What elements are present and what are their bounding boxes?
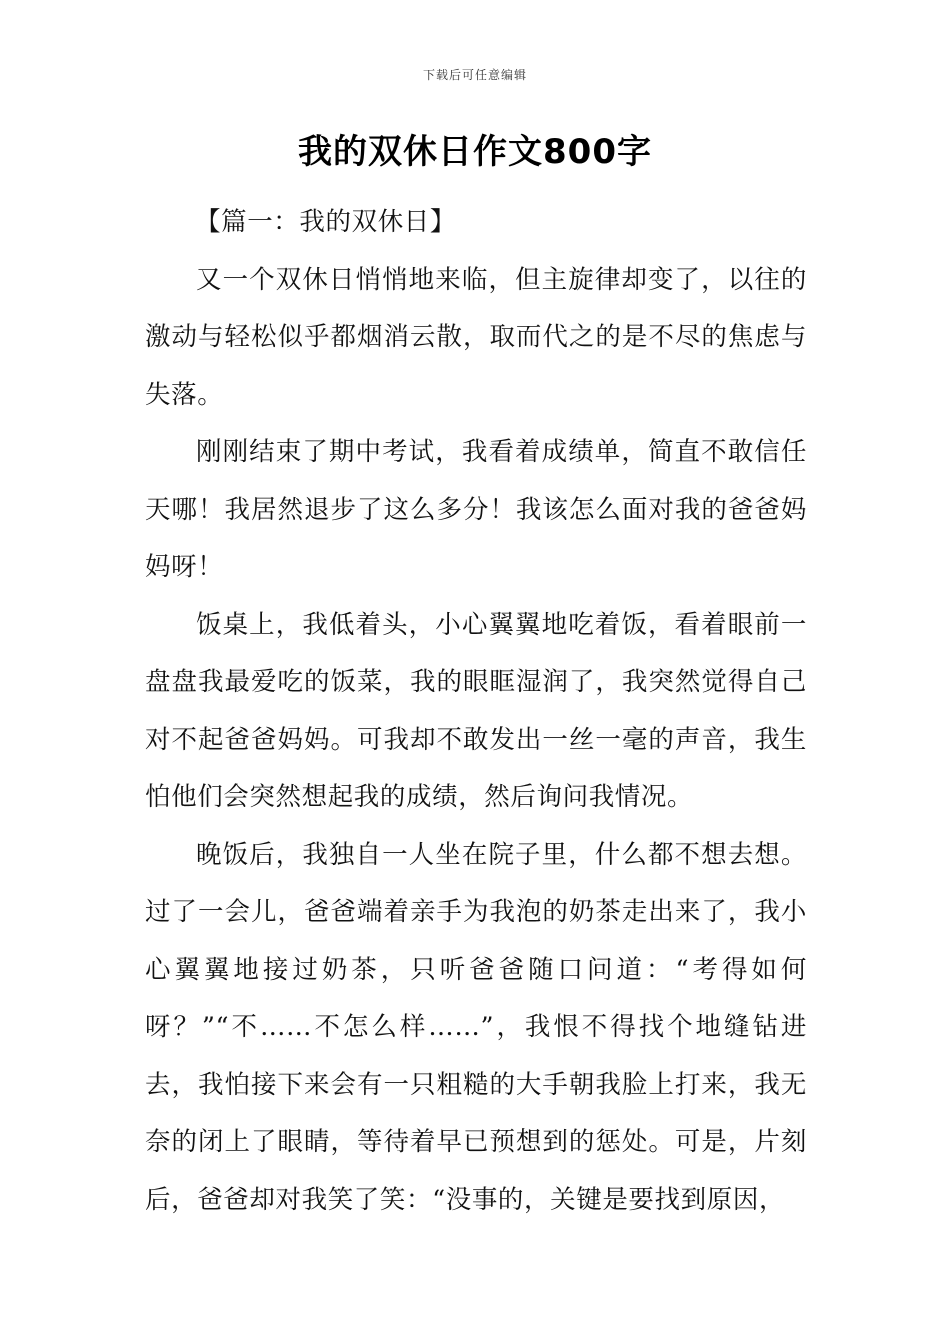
header-note: 下载后可任意编辑 xyxy=(422,68,527,82)
paragraph-3: 饭桌上，我低着头，小心翼翼地吃着饭，看着眼前一盘盘我最爱吃的饭菜，我的眼眶湿润了，我突然觉得自己对不起爸爸妈妈。可我却不敢发出一丝一毫的声音，我生怕他们会突然想起我的成绩，然后询问我情况。 xyxy=(145,609,807,812)
section-heading: 【篇一：我的双休日】 xyxy=(195,207,457,237)
paragraph-2: 刚刚结束了期中考试，我看着成绩单，简直不敢信任天哪！我居然退步了这么多分！我该怎么面对我的爸爸妈妈呀！ xyxy=(145,437,807,582)
page-title: 我的双休日作文800字 xyxy=(298,132,652,172)
paragraph-4: 晚饭后，我独自一人坐在院子里，什么都不想去想。过了一会儿，爸爸端着亲手为我泡的奶茶走出来了，我小心翼翼地接过奶茶，只听爸爸随口问道：“考得如何呀？”“不……不怎么样……”，我恨不得找个地缝钻进去，我怕接下来会有一只粗糙的大手朝我脸上打来，我无奈的闭上了眼睛，等待着早已预想到的惩处。可是，片刻后，爸爸却对我笑了笑：“没事的，关键是要找到原因， xyxy=(145,839,807,1215)
paragraph-1: 又一个双休日悄悄地来临，但主旋律却变了，以往的激动与轻松似乎都烟消云散，取而代之的是不尽的焦虑与失落。 xyxy=(145,264,807,410)
document-body xyxy=(145,194,807,1229)
